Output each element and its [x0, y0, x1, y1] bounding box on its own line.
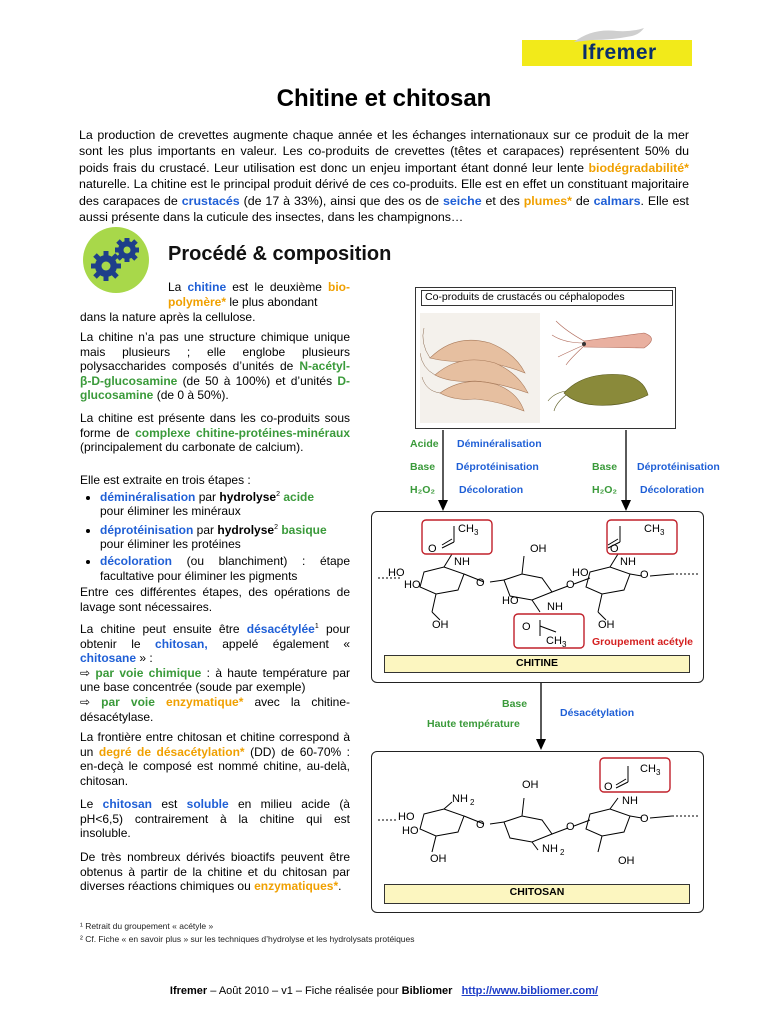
svg-text:CH: CH	[546, 635, 562, 647]
svg-text:NH: NH	[452, 793, 468, 805]
list-item: • déprotéinisation par hydrolyse$^2$ basique pour éliminer les protéines	[100, 521, 350, 552]
steps-list	[80, 488, 350, 584]
svg-text:2: 2	[560, 848, 565, 857]
reagent-base-deac: Base	[502, 698, 528, 710]
process-deproteinisation-right: Déprotéinisation	[637, 461, 720, 473]
term-chitosane[interactable]: chitosane	[80, 651, 137, 666]
process-demineralisation: Déminéralisation	[457, 438, 542, 450]
svg-text:3: 3	[562, 640, 567, 649]
reagent-base: Base	[410, 461, 436, 473]
svg-text:O: O	[640, 569, 649, 581]
term-calmars[interactable]: calmars	[593, 193, 641, 208]
term-plumes[interactable]: plumes*	[523, 193, 572, 208]
svg-text:OH: OH	[598, 619, 615, 631]
reagent-base-right: Base	[592, 461, 618, 473]
paragraph-frontiere: La frontière entre chitosan et chitine correspond à un degré de désacétylation* (DD) de 60-70% : en-deçà le composé est nommé chitine, au-delà, chitosan.	[80, 730, 351, 788]
intro-paragraph: La production de crevettes augmente chaque année et les échanges internationaux sur ce produit de la mer sont les plus importants en valeur. Les co-produits de crevettes (têtes et carapaces) représentent 50% du poids frais du crustacé. Leur utilisation est donc un enjeu important étant donné leur lente biodégradabilité* naturelle. La chitine est le principal produit dérivé de ces co-produits. Elle est en effet un constituant majoritaire des carapaces de crustacés (de 17 à 33%), ainsi que des os de seiche et des plumes* de calmars. Elle est aussi présente dans la cuticule des insectes, dans les champignons…	[79, 128, 689, 225]
svg-text:NH: NH	[622, 795, 638, 807]
acetyl-group-label: Groupement acétyle	[592, 636, 693, 648]
svg-text:O: O	[476, 577, 485, 589]
svg-text:NH: NH	[454, 556, 470, 568]
svg-text:HO: HO	[398, 811, 415, 823]
term-biodegradabilite[interactable]: biodégradabilité*	[588, 160, 689, 175]
arrow-down-right	[620, 430, 632, 512]
coproducts-label: Co-produits de crustacés ou céphalopodes	[421, 290, 673, 306]
paragraph-bio-polymere: La chitine est le deuxième bio-polymère* le plus abondant	[168, 280, 350, 309]
paragraph-cellulose: dans la nature après la cellulose.	[80, 310, 256, 324]
footnote-2: ² Cf. Fiche « en savoir plus » sur les techniques d’hydrolyse et les hydrolysats protéiques	[80, 934, 415, 944]
svg-text:O: O	[640, 813, 649, 825]
svg-text:NH: NH	[542, 843, 558, 855]
reagent-h2o2: H₂O₂	[410, 484, 436, 496]
svg-text:3: 3	[474, 528, 479, 537]
term-chitosan[interactable]: chitosan,	[155, 636, 208, 651]
paragraph-complexe: La chitine est présente dans les co-produits sous forme de complexe chitine-protéines-minéraux (principalement du carbonate de calcium).	[80, 411, 350, 455]
svg-text:O: O	[522, 621, 531, 633]
chitosan-structure	[372, 752, 702, 880]
term-biopolymere[interactable]: bio-polymère*	[168, 280, 350, 309]
shrimp-photo	[420, 313, 540, 423]
chitosan-caption: CHITOSAN	[384, 884, 690, 904]
chem-label: CH	[458, 523, 474, 535]
chitine-structure	[372, 512, 702, 652]
process-decoloration-right: Décoloration	[640, 484, 705, 496]
paragraph-structure: La chitine n’a pas une structure chimique unique mais plusieurs ; elle englobe plusieurs polysaccharides composés d’unités de N-acétyl-β-D-glucosamine (de 50 à 100%) et d’unités D-glucosamine (de 0 à 50%).	[80, 330, 350, 403]
svg-text:CH: CH	[644, 523, 660, 535]
svg-text:HO: HO	[572, 567, 589, 579]
svg-text:3: 3	[660, 528, 665, 537]
svg-text:OH: OH	[432, 619, 449, 631]
section-title: Procédé & composition	[168, 243, 392, 265]
svg-text:CH: CH	[640, 763, 656, 775]
logo-text: Ifremer	[582, 41, 657, 64]
term-enzymatique[interactable]: enzymatique*	[166, 694, 244, 709]
svg-text:NH: NH	[620, 556, 636, 568]
list-item: • déminéralisation par hydrolyse$^2$ acide pour éliminer les minéraux	[100, 488, 350, 519]
reagent-h2o2-right: H₂O₂	[592, 484, 618, 496]
term-chitine[interactable]: chitine	[187, 280, 227, 294]
page-title: Chitine et chitosan	[276, 85, 492, 112]
paragraph-desacetylation: La chitine peut ensuite être désacétylée$^1$ pour obtenir le chitosan, appelé également « chitosane » : ⇨ par voie chimique : à haute température par une base concentrée (soude par exemple) ⇨ par voie enzymatique* avec la chitine-désacétylase.	[80, 622, 350, 724]
gears-icon	[80, 226, 152, 294]
term-dglucosamine[interactable]: D-glucosamine	[80, 373, 350, 403]
svg-text:O: O	[428, 543, 437, 555]
svg-text:O: O	[566, 821, 575, 833]
svg-text:3: 3	[656, 768, 661, 777]
reagent-haute-temperature: Haute température	[427, 718, 520, 730]
footer: Ifremer – Août 2010 – v1 – Fiche réalisée pour Bibliomer http://www.bibliomer.com/	[169, 985, 599, 997]
footnote-1: ¹ Retrait du groupement « acétyle »	[80, 921, 214, 931]
svg-text:HO: HO	[502, 595, 519, 607]
svg-text:OH: OH	[430, 853, 447, 865]
svg-text:HO: HO	[402, 825, 419, 837]
term-crustaces[interactable]: crustacés	[181, 193, 240, 208]
svg-text:HO: HO	[404, 579, 421, 591]
list-item: • décoloration (ou blanchiment) : étape facultative pour éliminer les pigments	[100, 554, 350, 583]
paragraph-soluble: Le chitosan est soluble en milieu acide (à pH<6,5) contrairement à la chitine qui est insoluble.	[80, 797, 350, 841]
term-nag[interactable]: N-acétyl-β-D-glucosamine	[80, 359, 350, 388]
svg-text:O: O	[476, 819, 485, 831]
term-enzymatiques[interactable]: enzymatiques*	[254, 879, 339, 894]
process-deproteinisation: Déprotéinisation	[456, 461, 539, 473]
reagent-acide: Acide	[410, 438, 439, 450]
svg-text:2: 2	[470, 798, 475, 807]
svg-text:OH: OH	[618, 855, 635, 867]
svg-text:O: O	[604, 781, 613, 793]
term-complexe[interactable]: complexe chitine-protéines-minéraux	[135, 425, 350, 440]
svg-text:HO: HO	[388, 567, 405, 579]
paragraph-derives: De très nombreux dérivés bioactifs peuvent être obtenus à partir de la chitine et du chitosan par diverses réactions chimiques ou enzymatiques*.	[80, 850, 350, 894]
chitine-caption: CHITINE	[384, 655, 690, 673]
term-seiche[interactable]: seiche	[443, 193, 482, 208]
svg-text:OH: OH	[522, 779, 539, 791]
process-decoloration: Décoloration	[459, 484, 524, 496]
squid-photo	[544, 313, 668, 423]
arrow-deacetylation	[535, 683, 547, 751]
svg-text:O: O	[610, 543, 619, 555]
term-degre[interactable]: degré de désacétylation*	[98, 744, 245, 759]
process-desacetylation: Désacétylation	[560, 707, 635, 719]
svg-text:OH: OH	[530, 543, 547, 555]
bibliomer-link[interactable]: http://www.bibliomer.com/	[461, 985, 599, 997]
svg-text:O: O	[566, 579, 575, 591]
paragraph-etapes: Elle est extraite en trois étapes : • déminéralisation par hydrolyse$^2$ acide pour éliminer les minéraux • déprotéinisation par hydrolyse$^2$ basique pour éliminer les protéines • décoloration (ou blanchiment) : étape facultative pour éliminer les pigments Entre ces différentes étapes, des opérations de lavage sont nécessaires.	[80, 473, 350, 614]
svg-text:NH: NH	[547, 601, 563, 613]
term-desacetylee[interactable]: désacétylée	[246, 622, 315, 636]
